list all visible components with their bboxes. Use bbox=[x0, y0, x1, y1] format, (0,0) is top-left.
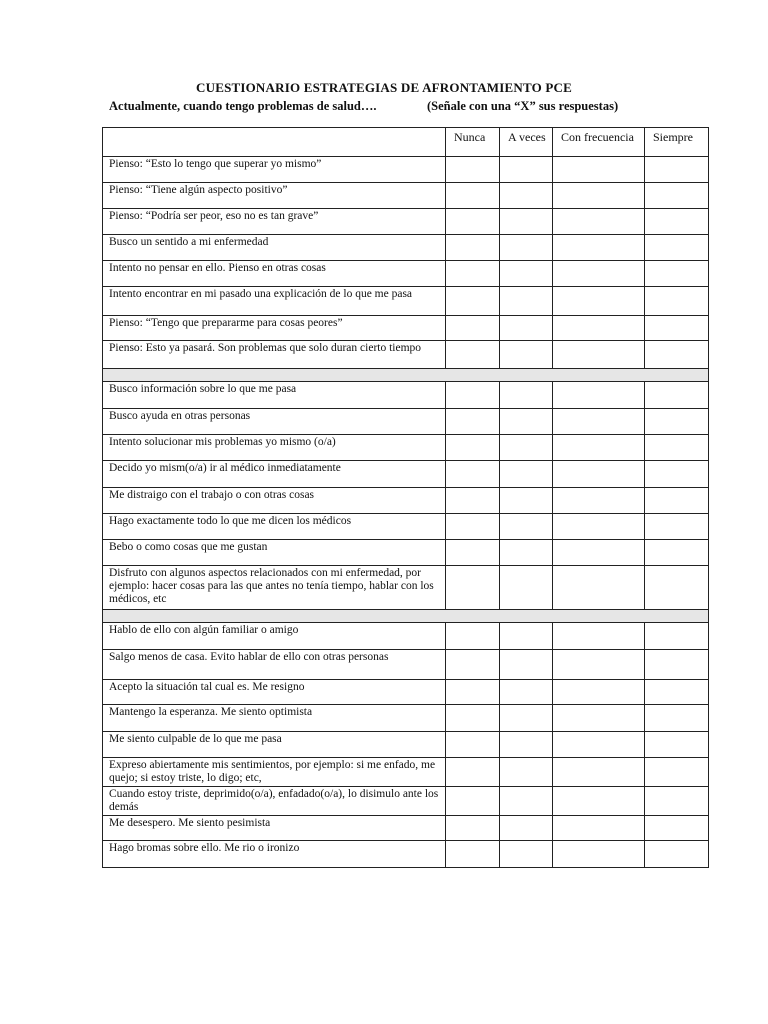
answer-cell-a-veces[interactable] bbox=[500, 758, 553, 787]
questionnaire-table bbox=[102, 127, 709, 868]
answer-cell-siempre[interactable] bbox=[645, 409, 709, 435]
item-label: Me siento culpable de lo que me pasa bbox=[103, 732, 446, 758]
answer-cell-a-veces[interactable] bbox=[500, 157, 553, 183]
table-row bbox=[103, 650, 709, 680]
answer-cell-siempre[interactable] bbox=[645, 261, 709, 287]
table-row bbox=[103, 183, 709, 209]
answer-cell-con-frecuencia[interactable] bbox=[553, 488, 645, 514]
answer-cell-con-frecuencia[interactable] bbox=[553, 157, 645, 183]
item-label: Intento solucionar mis problemas yo mismo (o/a) bbox=[103, 435, 446, 461]
answer-cell-nunca[interactable] bbox=[446, 488, 500, 514]
answer-cell-nunca[interactable] bbox=[446, 235, 500, 261]
answer-cell-a-veces[interactable] bbox=[500, 540, 553, 566]
answer-cell-siempre[interactable] bbox=[645, 435, 709, 461]
table-row bbox=[103, 540, 709, 566]
answer-cell-a-veces[interactable] bbox=[500, 705, 553, 732]
answer-cell-con-frecuencia[interactable] bbox=[553, 514, 645, 540]
answer-cell-siempre[interactable] bbox=[645, 183, 709, 209]
answer-cell-con-frecuencia[interactable] bbox=[553, 435, 645, 461]
answer-cell-nunca[interactable] bbox=[446, 514, 500, 540]
answer-cell-con-frecuencia[interactable] bbox=[553, 816, 645, 841]
document-title: CUESTIONARIO ESTRATEGIAS DE AFRONTAMIENTO PCE bbox=[196, 80, 572, 95]
item-label: Pienso: “Esto lo tengo que superar yo mismo” bbox=[103, 157, 446, 183]
answer-cell-nunca[interactable] bbox=[446, 623, 500, 650]
item-label: Pienso: Esto ya pasará. Son problemas que solo duran cierto tiempo bbox=[103, 341, 446, 369]
answer-cell-siempre[interactable] bbox=[645, 540, 709, 566]
answer-cell-nunca[interactable] bbox=[446, 841, 500, 868]
answer-cell-a-veces[interactable] bbox=[500, 316, 553, 341]
answer-cell-a-veces[interactable] bbox=[500, 409, 553, 435]
item-label: Hago bromas sobre ello. Me rio o ironizo bbox=[103, 841, 446, 868]
header-a-veces: A veces bbox=[500, 128, 553, 157]
answer-cell-nunca[interactable] bbox=[446, 209, 500, 235]
item-label: Disfruto con algunos aspectos relacionados con mi enfermedad, por ejemplo: hacer cosas para las que antes no tenía tiempo, hablar con los médicos, etc bbox=[103, 566, 446, 610]
section-separator bbox=[103, 610, 709, 623]
answer-cell-siempre[interactable] bbox=[645, 461, 709, 488]
table-row bbox=[103, 841, 709, 868]
item-label: Pienso: “Tengo que prepararme para cosas peores” bbox=[103, 316, 446, 341]
answer-cell-nunca[interactable] bbox=[446, 409, 500, 435]
answer-cell-siempre[interactable] bbox=[645, 566, 709, 610]
answer-cell-con-frecuencia[interactable] bbox=[553, 382, 645, 409]
answer-cell-nunca[interactable] bbox=[446, 758, 500, 787]
item-label: Expreso abiertamente mis sentimientos, por ejemplo: si me enfado, me quejo; si estoy triste, lo digo; etc, bbox=[103, 758, 446, 787]
item-label: Mantengo la esperanza. Me siento optimista bbox=[103, 705, 446, 732]
item-label: Decido yo mism(o/a) ir al médico inmediatamente bbox=[103, 461, 446, 488]
table-row bbox=[103, 514, 709, 540]
answer-cell-nunca[interactable] bbox=[446, 461, 500, 488]
answer-cell-siempre[interactable] bbox=[645, 841, 709, 868]
answer-cell-siempre[interactable] bbox=[645, 787, 709, 816]
table-row bbox=[103, 787, 709, 816]
answer-cell-a-veces[interactable] bbox=[500, 650, 553, 680]
table-row bbox=[103, 287, 709, 316]
table-row bbox=[103, 209, 709, 235]
answer-cell-con-frecuencia[interactable] bbox=[553, 566, 645, 610]
answer-cell-siempre[interactable] bbox=[645, 382, 709, 409]
answer-cell-nunca[interactable] bbox=[446, 540, 500, 566]
item-label: Acepto la situación tal cual es. Me resigno bbox=[103, 680, 446, 705]
answer-cell-a-veces[interactable] bbox=[500, 382, 553, 409]
answer-cell-a-veces[interactable] bbox=[500, 183, 553, 209]
item-label: Intento no pensar en ello. Pienso en otras cosas bbox=[103, 261, 446, 287]
item-label: Salgo menos de casa. Evito hablar de ello con otras personas bbox=[103, 650, 446, 680]
answer-cell-nunca[interactable] bbox=[446, 566, 500, 610]
table-row bbox=[103, 623, 709, 650]
answer-cell-nunca[interactable] bbox=[446, 816, 500, 841]
answer-cell-siempre[interactable] bbox=[645, 488, 709, 514]
answer-cell-a-veces[interactable] bbox=[500, 816, 553, 841]
answer-cell-a-veces[interactable] bbox=[500, 566, 553, 610]
answer-cell-nunca[interactable] bbox=[446, 157, 500, 183]
answer-cell-siempre[interactable] bbox=[645, 650, 709, 680]
subtitle-text: Actualmente, cuando tengo problemas de salud…. bbox=[109, 99, 377, 113]
answer-cell-a-veces[interactable] bbox=[500, 209, 553, 235]
document-subtitle bbox=[109, 99, 619, 114]
item-label: Busco un sentido a mi enfermedad bbox=[103, 235, 446, 261]
item-label: Pienso: “Podría ser peor, eso no es tan grave” bbox=[103, 209, 446, 235]
item-label: Me desespero. Me siento pesimista bbox=[103, 816, 446, 841]
answer-cell-con-frecuencia[interactable] bbox=[553, 787, 645, 816]
answer-cell-con-frecuencia[interactable] bbox=[553, 287, 645, 316]
answer-cell-a-veces[interactable] bbox=[500, 623, 553, 650]
header-siempre: Siempre bbox=[645, 128, 709, 157]
answer-cell-a-veces[interactable] bbox=[500, 261, 553, 287]
header-nunca: Nunca bbox=[446, 128, 500, 157]
answer-cell-a-veces[interactable] bbox=[500, 341, 553, 369]
table-row bbox=[103, 816, 709, 841]
table-row bbox=[103, 341, 709, 369]
answer-cell-a-veces[interactable] bbox=[500, 514, 553, 540]
answer-cell-nunca[interactable] bbox=[446, 261, 500, 287]
answer-cell-con-frecuencia[interactable] bbox=[553, 235, 645, 261]
answer-cell-siempre[interactable] bbox=[645, 623, 709, 650]
answer-cell-a-veces[interactable] bbox=[500, 235, 553, 261]
answer-cell-con-frecuencia[interactable] bbox=[553, 758, 645, 787]
answer-cell-con-frecuencia[interactable] bbox=[553, 623, 645, 650]
answer-cell-nunca[interactable] bbox=[446, 680, 500, 705]
item-label: Hago exactamente todo lo que me dicen los médicos bbox=[103, 514, 446, 540]
header-row bbox=[103, 128, 709, 157]
table-row bbox=[103, 435, 709, 461]
questionnaire-body bbox=[103, 157, 709, 868]
answer-cell-con-frecuencia[interactable] bbox=[553, 540, 645, 566]
answer-cell-nunca[interactable] bbox=[446, 435, 500, 461]
answer-cell-siempre[interactable] bbox=[645, 680, 709, 705]
item-label: Intento encontrar en mi pasado una explicación de lo que me pasa bbox=[103, 287, 446, 316]
header-con-frecuencia: Con frecuencia bbox=[553, 128, 645, 157]
item-label: Me distraigo con el trabajo o con otras cosas bbox=[103, 488, 446, 514]
table-row bbox=[103, 157, 709, 183]
header-item-blank bbox=[103, 128, 446, 157]
table-row bbox=[103, 461, 709, 488]
answer-cell-siempre[interactable] bbox=[645, 732, 709, 758]
answer-cell-con-frecuencia[interactable] bbox=[553, 261, 645, 287]
answer-cell-siempre[interactable] bbox=[645, 514, 709, 540]
item-label: Busco información sobre lo que me pasa bbox=[103, 382, 446, 409]
section-separator bbox=[103, 369, 709, 382]
answer-cell-siempre[interactable] bbox=[645, 705, 709, 732]
table-row bbox=[103, 566, 709, 610]
answer-cell-a-veces[interactable] bbox=[500, 287, 553, 316]
answer-cell-con-frecuencia[interactable] bbox=[553, 209, 645, 235]
answer-cell-con-frecuencia[interactable] bbox=[553, 732, 645, 758]
answer-cell-siempre[interactable] bbox=[645, 758, 709, 787]
answer-cell-con-frecuencia[interactable] bbox=[553, 680, 645, 705]
table-row bbox=[103, 488, 709, 514]
table-row bbox=[103, 680, 709, 705]
answer-cell-siempre[interactable] bbox=[645, 157, 709, 183]
answer-cell-nunca[interactable] bbox=[446, 787, 500, 816]
answer-cell-siempre[interactable] bbox=[645, 209, 709, 235]
instruction-text: (Señale con una “X” sus respuestas) bbox=[427, 99, 619, 113]
answer-cell-siempre[interactable] bbox=[645, 287, 709, 316]
table-row bbox=[103, 316, 709, 341]
answer-cell-a-veces[interactable] bbox=[500, 680, 553, 705]
answer-cell-a-veces[interactable] bbox=[500, 461, 553, 488]
answer-cell-siempre[interactable] bbox=[645, 235, 709, 261]
table-row bbox=[103, 409, 709, 435]
table-row bbox=[103, 758, 709, 787]
item-label: Pienso: “Tiene algún aspecto positivo” bbox=[103, 183, 446, 209]
table-row bbox=[103, 705, 709, 732]
item-label: Busco ayuda en otras personas bbox=[103, 409, 446, 435]
answer-cell-nunca[interactable] bbox=[446, 705, 500, 732]
separator-cell bbox=[103, 610, 709, 623]
answer-cell-nunca[interactable] bbox=[446, 732, 500, 758]
separator-cell bbox=[103, 369, 709, 382]
item-label: Bebo o como cosas que me gustan bbox=[103, 540, 446, 566]
answer-cell-nunca[interactable] bbox=[446, 183, 500, 209]
table-row bbox=[103, 261, 709, 287]
answer-cell-nunca[interactable] bbox=[446, 382, 500, 409]
answer-cell-con-frecuencia[interactable] bbox=[553, 316, 645, 341]
answer-cell-con-frecuencia[interactable] bbox=[553, 650, 645, 680]
answer-cell-a-veces[interactable] bbox=[500, 435, 553, 461]
answer-cell-a-veces[interactable] bbox=[500, 488, 553, 514]
answer-cell-con-frecuencia[interactable] bbox=[553, 461, 645, 488]
answer-cell-con-frecuencia[interactable] bbox=[553, 409, 645, 435]
answer-cell-con-frecuencia[interactable] bbox=[553, 705, 645, 732]
answer-cell-con-frecuencia[interactable] bbox=[553, 183, 645, 209]
answer-cell-nunca[interactable] bbox=[446, 316, 500, 341]
table-row bbox=[103, 732, 709, 758]
item-label: Cuando estoy triste, deprimido(o/a), enfadado(o/a), lo disimulo ante los demás bbox=[103, 787, 446, 816]
answer-cell-a-veces[interactable] bbox=[500, 732, 553, 758]
answer-cell-a-veces[interactable] bbox=[500, 841, 553, 868]
answer-cell-siempre[interactable] bbox=[645, 816, 709, 841]
table-row bbox=[103, 382, 709, 409]
answer-cell-con-frecuencia[interactable] bbox=[553, 841, 645, 868]
answer-cell-siempre[interactable] bbox=[645, 341, 709, 369]
answer-cell-a-veces[interactable] bbox=[500, 787, 553, 816]
answer-cell-nunca[interactable] bbox=[446, 650, 500, 680]
answer-cell-nunca[interactable] bbox=[446, 287, 500, 316]
table-row bbox=[103, 235, 709, 261]
answer-cell-siempre[interactable] bbox=[645, 316, 709, 341]
item-label: Hablo de ello con algún familiar o amigo bbox=[103, 623, 446, 650]
answer-cell-nunca[interactable] bbox=[446, 341, 500, 369]
answer-cell-con-frecuencia[interactable] bbox=[553, 341, 645, 369]
